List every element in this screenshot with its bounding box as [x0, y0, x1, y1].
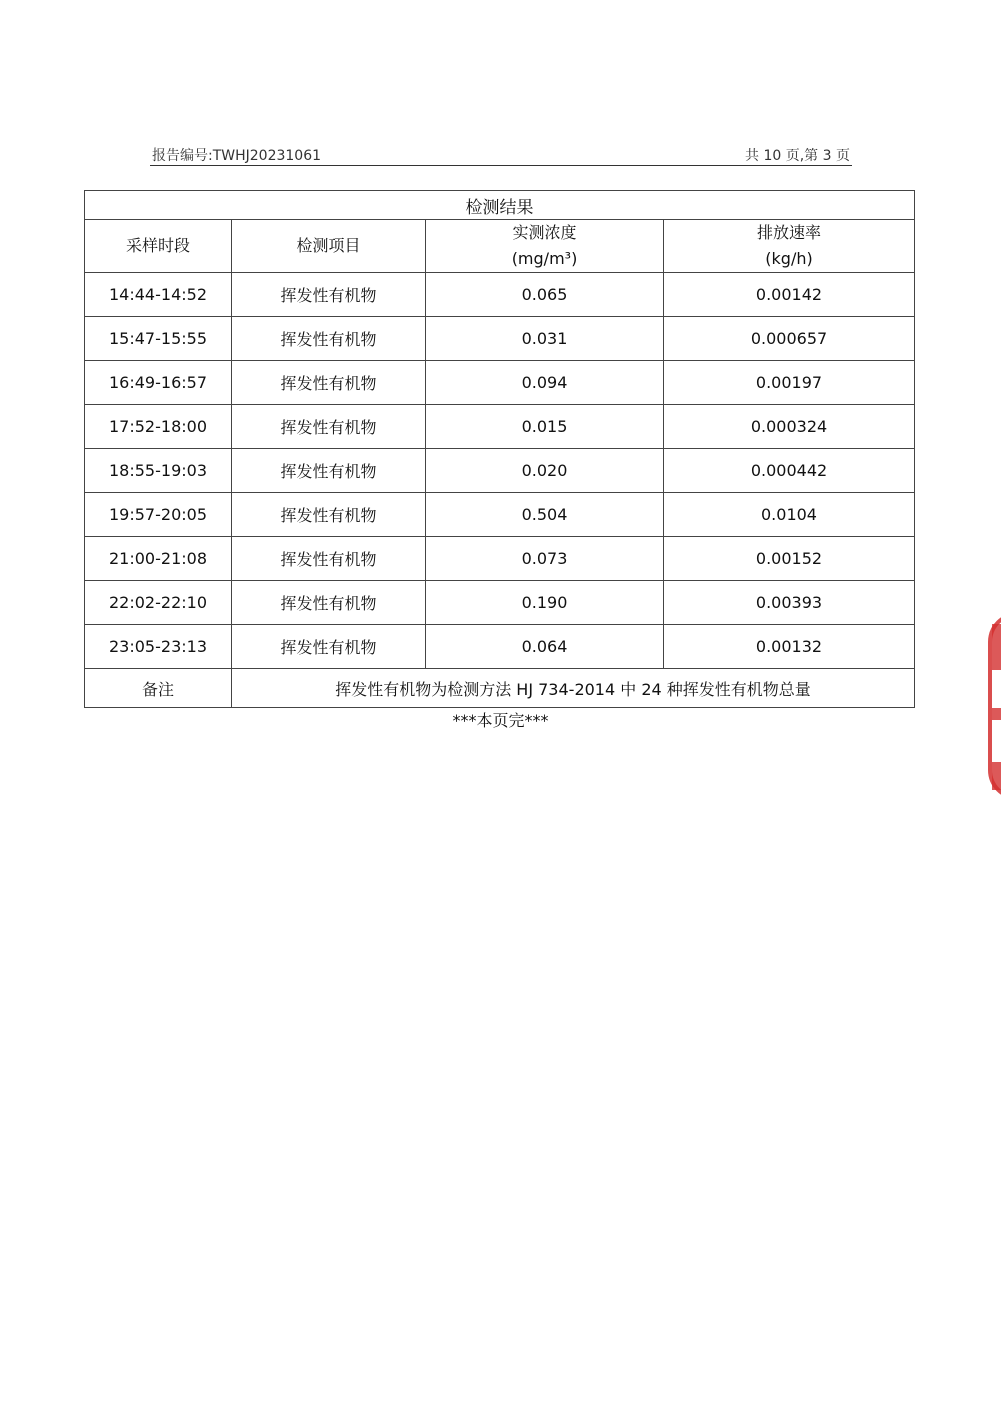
seal-glyph-fragment — [992, 762, 1001, 790]
seal-stamp-icon — [988, 612, 1001, 800]
column-header-rate: 排放速率 (kg/h) — [664, 220, 915, 273]
page-header — [150, 143, 852, 166]
cell-period: 15:47-15:55 — [85, 317, 232, 361]
cell-item: 挥发性有机物 — [232, 449, 426, 493]
table-row — [85, 317, 915, 361]
cell-item: 挥发性有机物 — [232, 493, 426, 537]
page-info: 共 10 页,第 3 页 — [745, 148, 850, 164]
table-title-row — [85, 191, 915, 220]
table-header-row — [85, 220, 915, 273]
cell-rate: 0.00142 — [664, 273, 915, 317]
table-row — [85, 449, 915, 493]
table-row — [85, 537, 915, 581]
cell-period: 18:55-19:03 — [85, 449, 232, 493]
cell-rate: 0.0104 — [664, 493, 915, 537]
cell-period: 17:52-18:00 — [85, 405, 232, 449]
column-header-item: 检测项目 — [232, 220, 426, 273]
cell-period: 23:05-23:13 — [85, 625, 232, 669]
cell-item: 挥发性有机物 — [232, 581, 426, 625]
page-end-marker: ***本页完*** — [452, 711, 549, 730]
seal-glyph-fragment — [992, 708, 1001, 720]
cell-period: 22:02-22:10 — [85, 581, 232, 625]
cell-item: 挥发性有机物 — [232, 625, 426, 669]
note-row — [85, 669, 915, 708]
table-row — [85, 625, 915, 669]
cell-concentration: 0.015 — [426, 405, 664, 449]
cell-rate: 0.00393 — [664, 581, 915, 625]
cell-period: 16:49-16:57 — [85, 361, 232, 405]
column-header-concentration: 实测浓度 (mg/m³) — [426, 220, 664, 273]
column-header-period: 采样时段 — [85, 220, 232, 273]
cell-item: 挥发性有机物 — [232, 317, 426, 361]
cell-rate: 0.000657 — [664, 317, 915, 361]
cell-concentration: 0.504 — [426, 493, 664, 537]
cell-concentration: 0.031 — [426, 317, 664, 361]
cell-item: 挥发性有机物 — [232, 537, 426, 581]
cell-concentration: 0.094 — [426, 361, 664, 405]
cell-period: 14:44-14:52 — [85, 273, 232, 317]
note-label: 备注 — [85, 669, 232, 708]
table-row — [85, 405, 915, 449]
cell-item: 挥发性有机物 — [232, 405, 426, 449]
cell-concentration: 0.020 — [426, 449, 664, 493]
seal-glyph-fragment — [992, 624, 1001, 670]
cell-rate: 0.000324 — [664, 405, 915, 449]
table-row — [85, 581, 915, 625]
cell-concentration: 0.064 — [426, 625, 664, 669]
cell-period: 19:57-20:05 — [85, 493, 232, 537]
table-row — [85, 361, 915, 405]
results-table — [84, 190, 915, 708]
cell-rate: 0.00197 — [664, 361, 915, 405]
cell-item: 挥发性有机物 — [232, 273, 426, 317]
cell-rate: 0.00152 — [664, 537, 915, 581]
cell-concentration: 0.190 — [426, 581, 664, 625]
cell-concentration: 0.073 — [426, 537, 664, 581]
cell-item: 挥发性有机物 — [232, 361, 426, 405]
table-row — [85, 493, 915, 537]
table-title: 检测结果 — [85, 191, 915, 220]
cell-period: 21:00-21:08 — [85, 537, 232, 581]
cell-rate: 0.000442 — [664, 449, 915, 493]
note-text: 挥发性有机物为检测方法 HJ 734-2014 中 24 种挥发性有机物总量 — [232, 669, 915, 708]
cell-rate: 0.00132 — [664, 625, 915, 669]
report-number: 报告编号:TWHJ20231061 — [152, 148, 322, 164]
table-row — [85, 273, 915, 317]
cell-concentration: 0.065 — [426, 273, 664, 317]
